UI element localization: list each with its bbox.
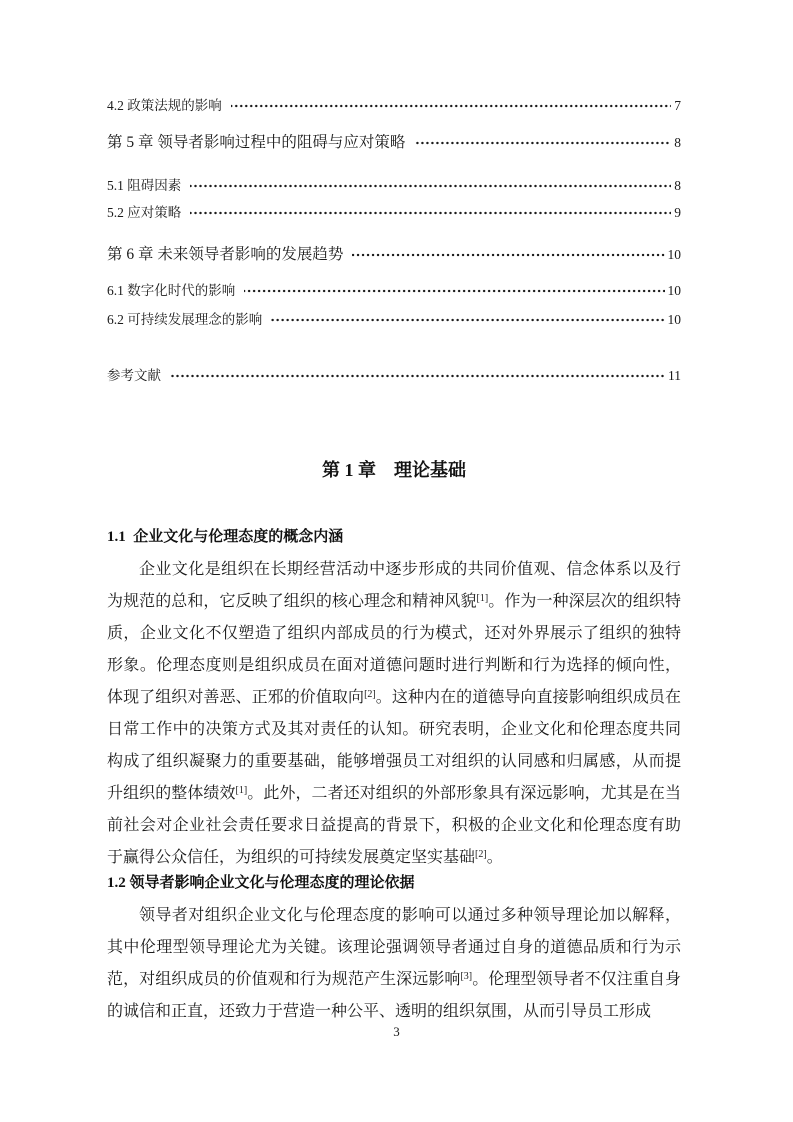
section [107,528,681,874]
toc-dot-leader [244,284,664,298]
toc-page-number: 10 [667,283,681,298]
toc-dot-leader [190,206,671,220]
toc-page-number: 8 [674,135,681,150]
toc-dot-leader [231,99,672,113]
section-heading: 1.2 领导者影响企业文化与伦理态度的理论依据 [107,875,415,891]
toc-entry-label: 第 5 章 领导者影响过程中的阻碍与应对策略 [107,134,406,151]
toc-page-number: 8 [674,178,681,193]
citation-superscript: [1] [235,785,248,796]
toc-entry[interactable] [107,133,681,152]
section [107,874,681,1028]
toc-dot-leader [352,248,664,262]
toc-entry[interactable] [107,98,681,114]
toc-page-number: 9 [674,205,681,220]
toc-entry[interactable] [107,368,681,384]
toc-page-number: 10 [667,247,681,262]
toc-page-number: 10 [667,312,681,327]
toc-entry[interactable] [107,245,681,264]
section-heading: 1.1 企业文化与伦理态度的概念内涵 [107,529,344,545]
body-paragraph: 企业文化是组织在长期经营活动中逐步形成的共同价值观、信念体系以及行为规范的总和，它反映了组织的核心理念和精神风貌[1]。作为一种深层次的组织特质，企业文化不仅塑造了组织内部成员的行为模式，还对外界展示了组织的独特形象。伦理态度则是组织成员在面对道德问题时进行判断和行为选择的倾向性，体现了组织对善恶、正邪的价值取向[2]。这种内在的道德导向直接影响组织成员在日常工作中的决策方式及其对责任的认知。研究表明，企业文化和伦理态度共同构成了组织凝聚力的重要基础，能够增强员工对组织的认同感和归属感，从而提升组织的整体绩效[1]。此外，二者还对组织的外部形象具有深远影响，尤其是在当前社会对企业社会责任要求日益提高的背景下，积极的企业文化和伦理态度有助于赢得公众信任，为组织的可持续发展奠定坚实基础[2]。 [107,561,681,866]
toc-page-number: 11 [668,368,681,383]
citation-superscript: [2] [364,689,376,700]
chapter-body [107,528,681,1028]
toc-page-number: 7 [674,98,681,113]
toc-entry-label: 参考文献 [107,368,161,383]
chapter-title: 第 1 章 理论基础 [322,460,466,480]
toc-entry[interactable] [107,205,681,221]
toc-entry-label: 6.1 数字化时代的影响 [107,283,236,298]
toc-dot-leader [190,179,671,193]
toc-entry-label: 第 6 章 未来领导者影响的发展趋势 [107,246,344,263]
citation-superscript: [3] [460,971,473,982]
toc-dot-leader [271,313,664,327]
toc-entry[interactable] [107,178,681,194]
citation-superscript: [1] [476,593,489,604]
toc-entry-label: 5.1 阻碍因素 [107,178,182,193]
citation-superscript: [2] [475,849,487,860]
table-of-contents [107,98,681,384]
toc-entry-label: 4.2 政策法规的影响 [107,98,222,113]
toc-entry-label: 6.2 可持续发展理念的影响 [107,312,263,327]
page-number: 3 [393,1024,400,1039]
toc-entry[interactable] [107,312,681,328]
toc-dot-leader [170,369,665,383]
body-paragraph: 领导者对组织企业文化与伦理态度的影响可以通过多种领导理论加以解释，其中伦理型领导理论尤为关键。该理论强调领导者通过自身的道德品质和行为示范，对组织成员的价值观和行为规范产生深远影响[3]。伦理型领导者不仅注重自身的诚信和正直，还致力于营造一种公平、透明的组织氛围，从而引导员工形成 [107,907,681,1020]
toc-entry-label: 5.2 应对策略 [107,205,182,220]
toc-dot-leader [414,136,671,150]
toc-entry[interactable] [107,283,681,299]
